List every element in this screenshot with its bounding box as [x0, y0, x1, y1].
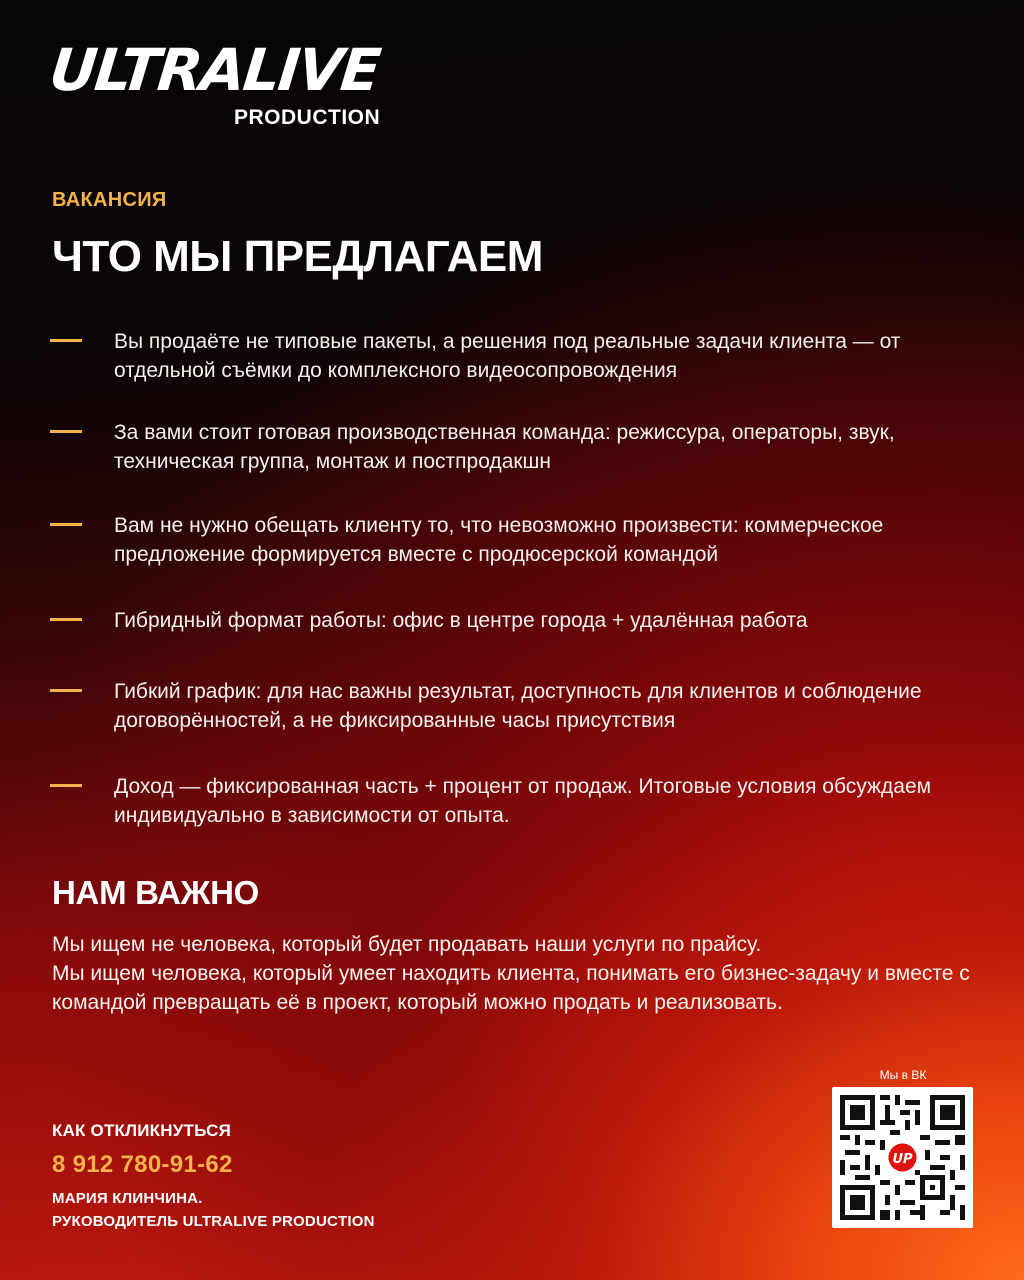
offer-text: Гибкий график: для нас важны результат, доступность для клиентов и соблюдение договорённостей, а не фиксированные часы присутствия: [114, 680, 922, 732]
contact-name: МАРИЯ КЛИНЧИНА.: [52, 1190, 203, 1207]
vk-qr-code[interactable]: [832, 1087, 973, 1228]
logo-wordmark: ULTRALIVE: [46, 36, 383, 104]
phone-number[interactable]: 8 912 780-91-62: [52, 1151, 233, 1178]
dash-bullet: [50, 339, 82, 342]
qr-caption: Мы в ВК: [879, 1068, 927, 1082]
logo-subtitle: PRODUCTION: [234, 106, 381, 129]
important-text: [52, 930, 992, 1017]
offer-text: За вами стоит готовая производственная команда: режиссура, операторы, звук, техническая группа, монтаж и постпродакшн: [114, 421, 895, 473]
offer-text: Вам не нужно обещать клиенту то, что невозможно произвести: коммерческое предложение формируется вместе с продюсерской командой: [114, 514, 884, 566]
qr-code-icon: [840, 1095, 965, 1220]
dash-bullet: [50, 523, 82, 526]
offer-text: Доход — фиксированная часть + процент от продаж. Итоговые условия обсуждаем индивидуально в зависимости от опыта.: [114, 775, 932, 827]
important-paragraph-2: Мы ищем человека, который умеет находить клиента, понимать его бизнес-задачу и вместе с командой превращать её в проект, который можно продать и реализовать.: [52, 962, 970, 1014]
offer-text: Гибридный формат работы: офис в центре города + удалённая работа: [114, 609, 808, 632]
dash-bullet: [50, 618, 82, 621]
dash-bullet: [50, 689, 82, 692]
respond-label: КАК ОТКЛИКНУТЬСЯ: [52, 1121, 231, 1140]
important-heading: НАМ ВАЖНО: [52, 874, 259, 911]
offer-text: Вы продаёте не типовые пакеты, а решения под реальные задачи клиента — от отдельной съёмки до комплексного видеосопровождения: [114, 330, 901, 382]
dash-bullet: [50, 784, 82, 787]
important-paragraph-1: Мы ищем не человека, который будет продавать наши услуги по прайсу.: [52, 933, 762, 956]
contact-role: РУКОВОДИТЕЛЬ ULTRALIVE PRODUCTION: [52, 1213, 375, 1230]
vacancy-label: ВАКАНСИЯ: [52, 189, 167, 211]
dash-bullet: [50, 430, 82, 433]
brand-logo: [46, 36, 383, 132]
page-title: ЧТО МЫ ПРЕДЛАГАЕМ: [52, 232, 543, 281]
qr-badge-text: UP: [892, 1152, 913, 1167]
